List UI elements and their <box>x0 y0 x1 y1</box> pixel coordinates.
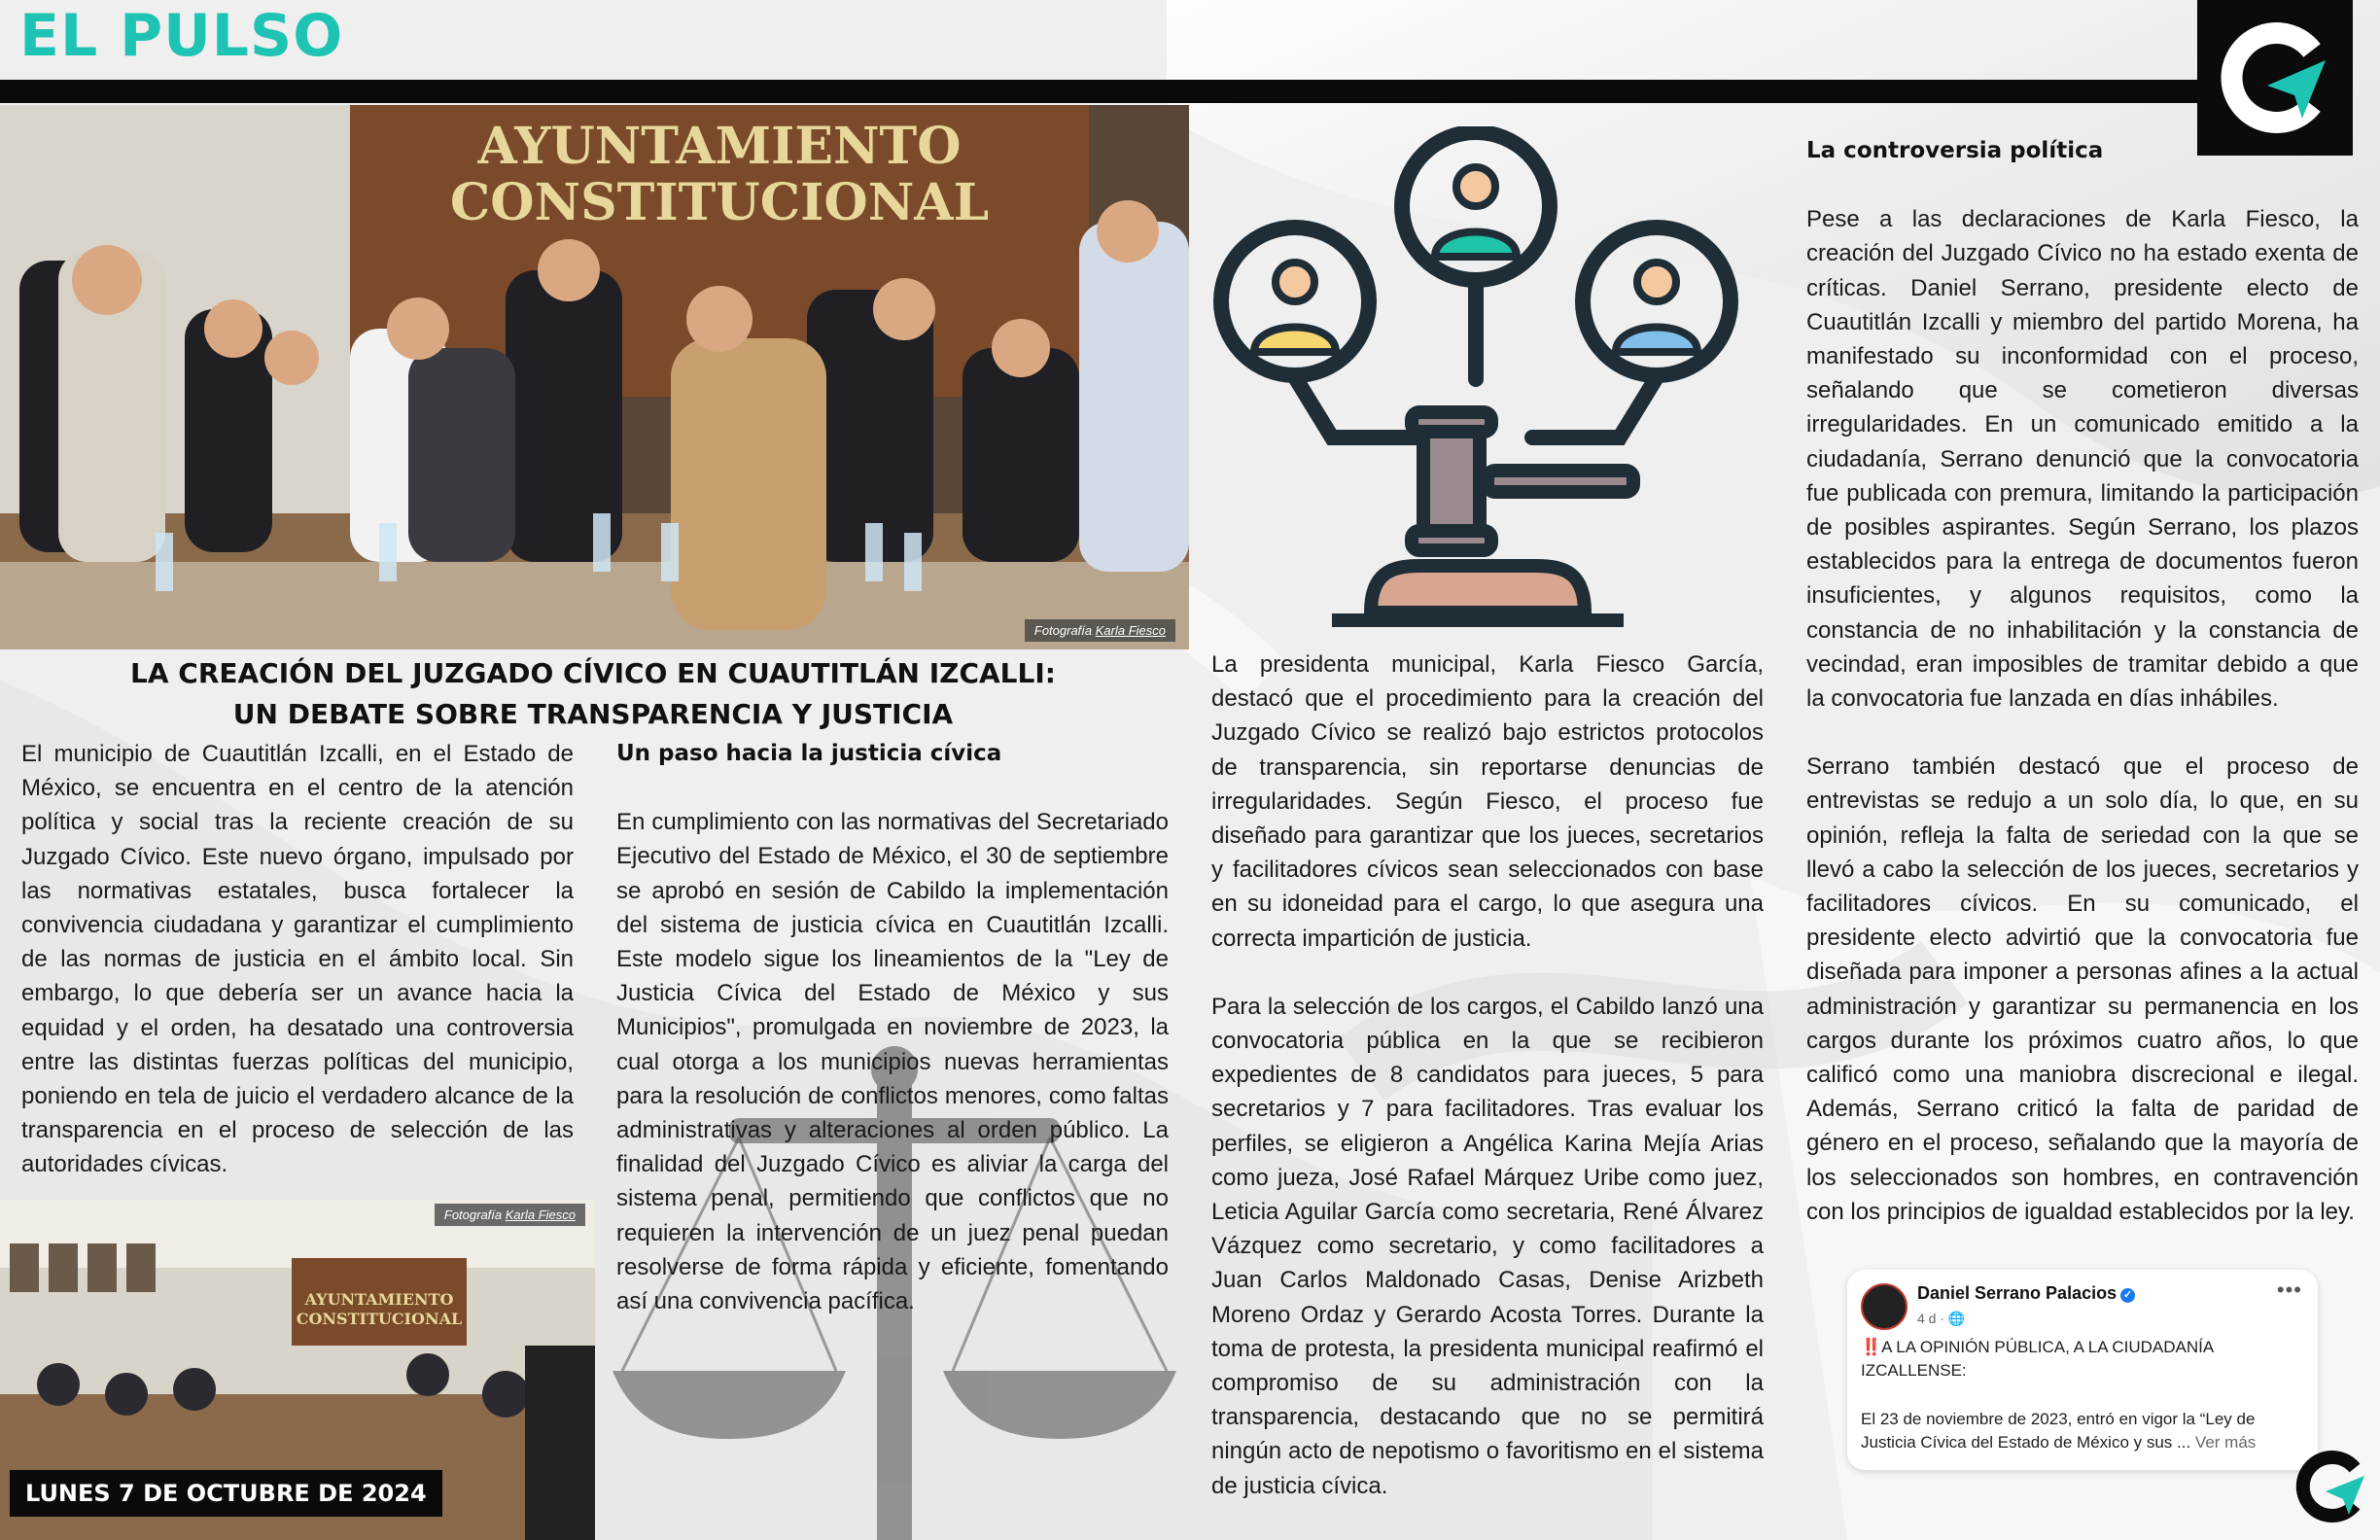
post-text-line-1: ‼️A LA OPINIÓN PÚBLICA, A LA CIUDADANÍA IZCALLENSE: <box>1861 1338 2214 1380</box>
brand-title: EL PULSO <box>19 2 344 70</box>
section-subhead: Un paso hacia la justicia cívica <box>616 741 1002 766</box>
photo-credit-bottom <box>435 1204 585 1226</box>
paragraph: Serrano también destacó que el proceso de entrevistas se redujo a un solo día, lo que, en su opinión, refleja la falta de seriedad con la que se llevó a cabo la selección de los jueces, secretarios y facilitadores cívicos. En su comunicado, el presidente electo advirtió que la convocatoria fue diseñada para imponer a personas afines a la actual administración y garantizar su permanencia en los cargos durante los próximos cuatro años, lo que calificó como una maniobra discrecional e ilegal. Además, Serrano criticó la falta de paridad de género en el proceso, señalando que la mayoría de los seleccionados son hombres, en contravención con los principios de igualdad establecidos por la ley. <box>1806 753 2359 1225</box>
header-bar <box>0 80 2199 103</box>
paragraph: El municipio de Cuautitlán Izcalli, en el Estado de México, se encuentra en el centro de la atención política y social tras la reciente creación de su Juzgado Cívico. Este nuevo órgano, impulsado por las normativas estatales, busca fortalecer la convivencia ciudadana y garantizar el cumplimiento de las normas de justicia en el ámbito local. Sin embargo, lo que debería ser un avance hacia la equidad y el orden, ha desatado una controversia entre las distintas fuerzas políticas del municipio, poniendo en tela de juicio el verdadero alcance de la transparencia en el proceso de selección de las autoridades cívicas. <box>21 741 574 1178</box>
post-text-line-2 <box>1861 1408 2304 1454</box>
brand-logo-small-icon <box>2287 1443 2374 1530</box>
credit-prefix: Fotografía <box>443 1208 506 1222</box>
avatar[interactable] <box>1861 1283 1908 1330</box>
verified-icon: ✓ <box>2120 1288 2135 1303</box>
credit-name: Karla Fiesco <box>1095 623 1166 638</box>
paragraph: En cumplimiento con las normativas del Secretariado Ejecutivo del Estado de México, el 30 de septiembre se aprobó en sesión de Cabildo la implementación del sistema de justicia cívica en Cuautitlán Izcalli. Este modelo sigue los lineamientos de la "Ley de Justicia Cívica del Estado de México y sus Municipios", promulgada en noviembre de 2023, la cual otorga a los municipios nuevas herramientas para la resolución de conflictos menores, como faltas administrativas y alteraciones al orden público. La finalidad del Juzgado Cívico es aliviar la carga del sistema penal, permitiendo que conflictos que no requieren la intervención de un juez penal puedan resolverse de forma rápida y eficiente, fomentando así una convivencia pacífica. <box>616 809 1169 1315</box>
svg-text:CONSTITUCIONAL: CONSTITUCIONAL <box>296 1310 463 1328</box>
social-post-card[interactable] <box>1847 1270 2318 1470</box>
globe-icon: 🌐 <box>1947 1311 1966 1326</box>
paragraph: Para la selección de los cargos, el Cabildo lanzó una convocatoria pública en la que se recibieron expedientes de 8 candidatos para jueces, 5 para secretarios y 7 para facilitadores. Tras evaluar los perfiles, se eligieron a Angélica Karina Mejía Arias como jueza, José Rafael Márquez Uribe como juez, Leticia Aguilar García como secretaria, René Álvarez Vázquez como secretario, y como facilitadores a Juan Carlos Maldonado Casas, Denise Arizbeth Moreno Ordaz y Gerardo Acosta Torres. Durante la toma de protesta, la presidenta municipal reafirmó el compromiso de su administración con la transparencia, destacando que no se permitirá ningún acto de nepotismo o favoritismo en el sistema de justicia cívica. <box>1211 993 1764 1499</box>
photo-swearing-in <box>0 105 1189 649</box>
column-1 <box>21 737 574 1216</box>
article-headline: LA CREACIÓN DEL JUZGADO CÍVICO EN CUAUTITLÁN IZCALLI: UN DEBATE SOBRE TRANSPARENCIA Y JUSTICIA <box>130 657 1056 730</box>
sign-line-1: AYUNTAMIENTO <box>477 117 962 176</box>
column-2 <box>616 737 1169 1352</box>
issue-date: LUNES 7 DE OCTUBRE DE 2024 <box>10 1470 442 1517</box>
credit-name: Karla Fiesco <box>505 1208 576 1222</box>
sign-line-2: CONSTITUCIONAL <box>449 173 990 232</box>
photo-credit-top <box>1025 619 1175 642</box>
brand-logo-icon <box>2197 0 2353 156</box>
column-3 <box>1211 648 1764 1537</box>
svg-text:AYUNTAMIENTO: AYUNTAMIENTO <box>304 1290 454 1309</box>
post-author[interactable] <box>1917 1283 2135 1304</box>
post-meta <box>1917 1311 1965 1327</box>
paragraph: La presidenta municipal, Karla Fiesco García, destacó que el procedimiento para la creación del Juzgado Cívico se realizó bajo estrictos protocolos de transparencia, sin reportarse denuncias de irregularidades. Según Fiesco, el proceso fue diseñado para garantizar que los jueces, secretarios y facilitadores cívicos sean seleccionados con base en su idoneidad para el cargo, lo que asegura una correcta impartición de justicia. <box>1211 651 1764 952</box>
column-4 <box>1806 134 2359 1263</box>
section-subhead: La controversia política <box>1806 138 2104 163</box>
justice-network-icon <box>1206 126 1750 632</box>
credit-prefix: Fotografía <box>1033 623 1096 638</box>
post-time: 4 d · <box>1917 1311 1948 1326</box>
paragraph: Pese a las declaraciones de Karla Fiesco, la creación del Juzgado Cívico no ha estado exenta de críticas. Daniel Serrano, presidente electo de Cuautitlán Izcalli y miembro del partido Morena, ha manifestado su inconformidad con el proceso, señalando que se cometieron diversas irregularidades. En un comunicado emitido a la ciudadanía, Serrano denunció que la convocatoria fue publicada con premura, limitando la participación de posibles aspirantes. Según Serrano, los plazos establecidos para la entrega de documentos fueron insuficientes, y algunos requisitos, como la constancia de no inhabilitación y la constancia de vecindad, eran imposibles de tramitar debido a que la convocatoria fue lanzada en días inhábiles. <box>1806 206 2359 713</box>
see-more-link[interactable]: Ver más <box>2190 1433 2257 1452</box>
post-author-name[interactable]: Daniel Serrano Palacios <box>1917 1283 2118 1303</box>
more-options-icon[interactable]: ••• <box>2276 1278 2302 1302</box>
logo-box <box>2197 0 2353 156</box>
post-text: El 23 de noviembre de 2023, entró en vigor la “Ley de Justicia Cívica del Estado de México y sus ... <box>1861 1410 2256 1452</box>
